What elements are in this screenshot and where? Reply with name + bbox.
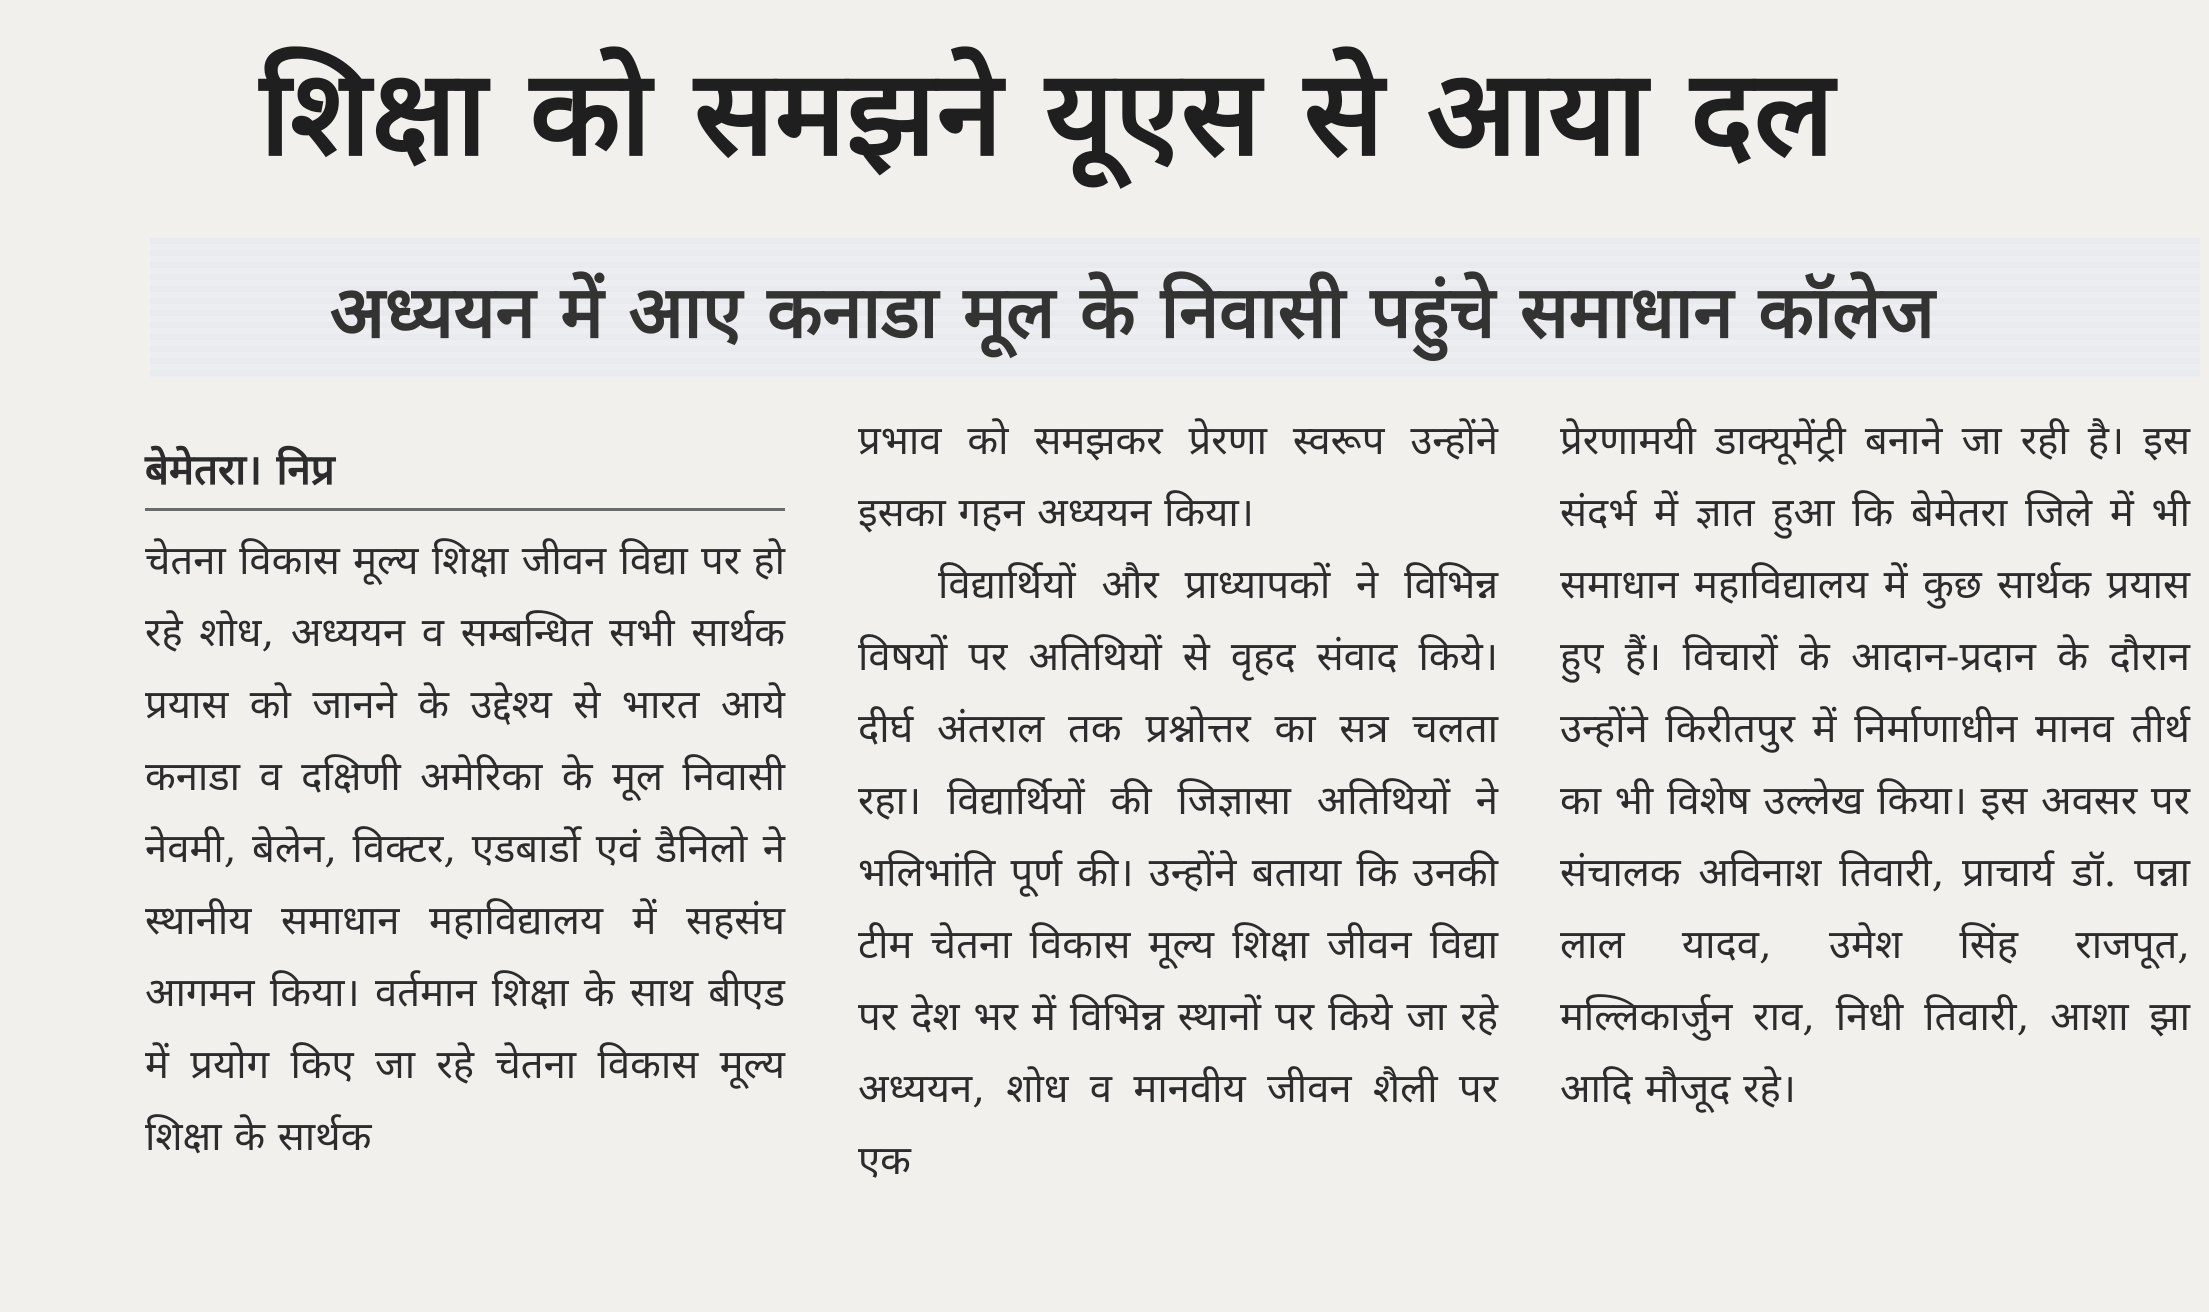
- dateline-rule: [145, 508, 785, 511]
- subheadline: अध्ययन में आए कनाडा मूल के निवासी पहुंचे समाधान कॉलेज: [330, 270, 1935, 354]
- column-2-paragraph-1: प्रभाव को समझकर प्रेरणा स्वरूप उन्होंने इसका गहन अध्ययन किया।: [858, 418, 1498, 536]
- column-1-text: चेतना विकास मूल्य शिक्षा जीवन विद्या पर हो रहे शोध, अध्ययन व सम्बन्धित सभी सार्थक प्रयास को जानने के उद्देश्य से भारत आये कनाडा व दक्षिणी अमेरिका के मूल निवासी नेवमी, बेलेन, विक्टर, एडबार्डो एवं डैनिलो ने स्थानीय समाधान महाविद्यालय में सहसंघ आगमन किया। वर्तमान शिक्षा के साथ बीएड में प्रयोग किए जा रहे चेतना विकास मूल्य शिक्षा के सार्थक: [145, 538, 785, 1160]
- article-column-1: [145, 525, 785, 1173]
- column-2-paragraph-2: विद्यार्थियों और प्राध्यापकों ने विभिन्न विषयों पर अतिथियों से वृहद संवाद किये। दीर्घ अंतराल तक प्रश्नोत्तर का सत्र चलता रहा। विद्यार्थियों की जिज्ञासा अतिथियों ने भलिभांति पूर्ण की। उन्होंने बताया कि उनकी टीम चेतना विकास मूल्य शिक्षा जीवन विद्या पर देश भर में विभिन्न स्थानों पर किये जा रहे अध्ययन, शोध व मानवीय जीवन शैली पर एक: [858, 562, 1498, 1184]
- article-column-2: [858, 405, 1498, 1197]
- dateline: बेमेतरा। निप्र: [145, 445, 335, 494]
- headline: शिक्षा को समझने यूएस से आया दल: [260, 44, 1836, 182]
- article-column-3: [1560, 405, 2190, 1125]
- column-3-text: प्रेरणामयी डाक्यूमेंट्री बनाने जा रही है। इस संदर्भ में ज्ञात हुआ कि बेमेतरा जिले में भी समाधान महाविद्यालय में कुछ सार्थक प्रयास हुए हैं। विचारों के आदान-प्रदान के दौरान उन्होंने किरीतपुर में निर्माणाधीन मानव तीर्थ का भी विशेष उल्लेख किया। इस अवसर पर संचालक अविनाश तिवारी, प्राचार्य डॉ. पन्ना लाल यादव, उमेश सिंह राजपूत, मल्लिकार्जुन राव, निधी तिवारी, आशा झा आदि मौजूद रहे।: [1560, 418, 2190, 1112]
